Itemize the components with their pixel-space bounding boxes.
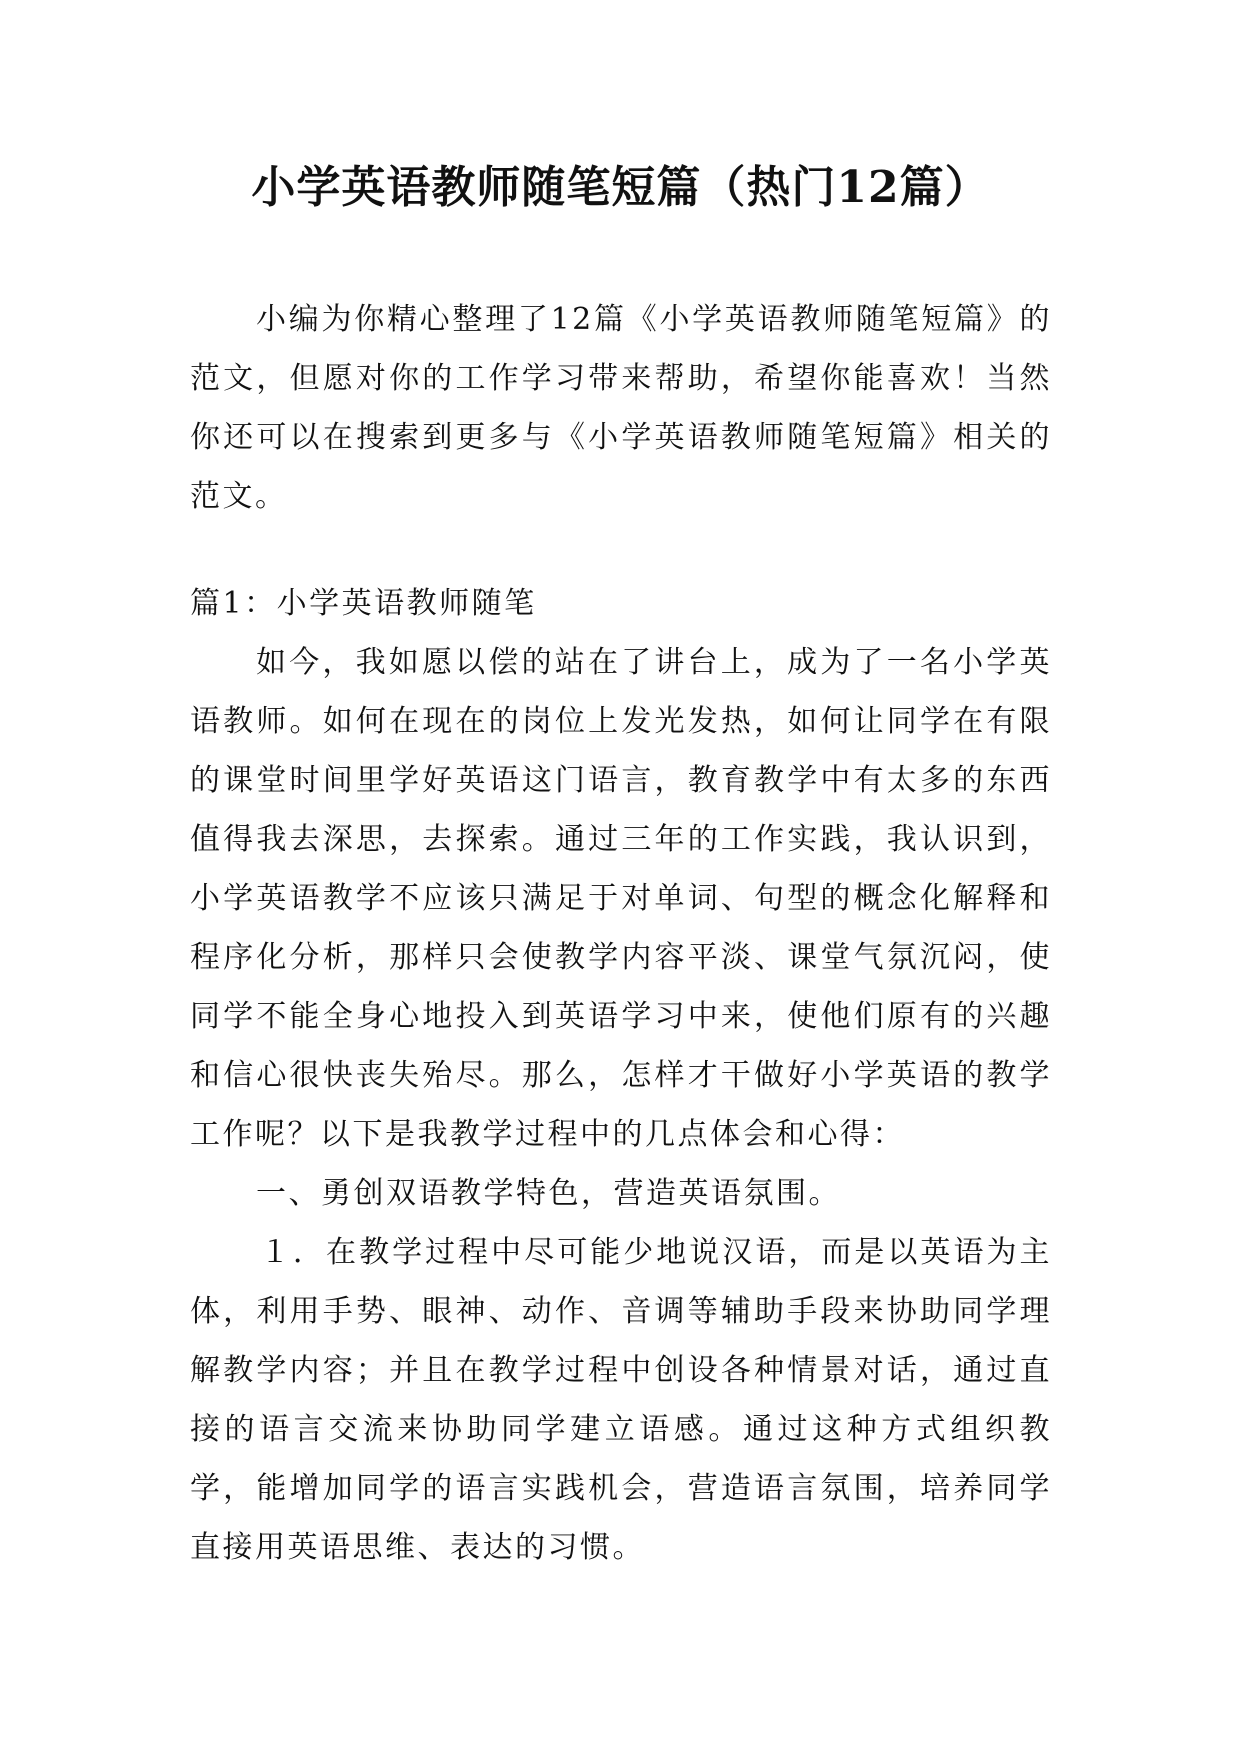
section-1-paragraph-1: 如今，我如愿以偿的站在了讲台上，成为了一名小学英语教师。如何在现在的岗位上发光发热，如何让同学在有限的课堂时间里学好英语这门语言，教育教学中有太多的东西值得我去深思，去探索。通过三年的工作实践，我认识到，小学英语教学不应该只满足于对单词、句型的概念化解释和程序化分析，那样只会使教学内容平淡、课堂气氛沉闷，使同学不能全身心地投入到英语学习中来，使他们原有的兴趣和信心很快丧失殆尽。那么，怎样才干做好小学英语的教学工作呢？以下是我教学过程中的几点体会和心得： (190, 645, 1052, 1152)
intro-paragraph: 小编为你精心整理了12篇《小学英语教师随笔短篇》的范文，但愿对你的工作学习带来帮助，希望你能喜欢！当然你还可以在搜索到更多与《小学英语教师随笔短篇》相关的范文。 (190, 302, 1052, 514)
section-1-heading: 篇1：小学英语教师随笔 (190, 586, 537, 621)
document-title: 小学英语教师随笔短篇（热门12篇） (251, 162, 990, 213)
section-1-paragraph-2: １．在教学过程中尽可能少地说汉语，而是以英语为主体，利用手势、眼神、动作、音调等辅助手段来协助同学理解教学内容；并且在教学过程中创设各种情景对话，通过直接的语言交流来协助同学建立语感。通过这种方式组织教学，能增加同学的语言实践机会，营造语言氛围，培养同学直接用英语思维、表达的习惯。 (190, 1235, 1052, 1565)
section-1-subheading: 一、勇创双语教学特色，营造英语氛围。 (256, 1176, 841, 1211)
section-1 (190, 574, 1052, 1577)
